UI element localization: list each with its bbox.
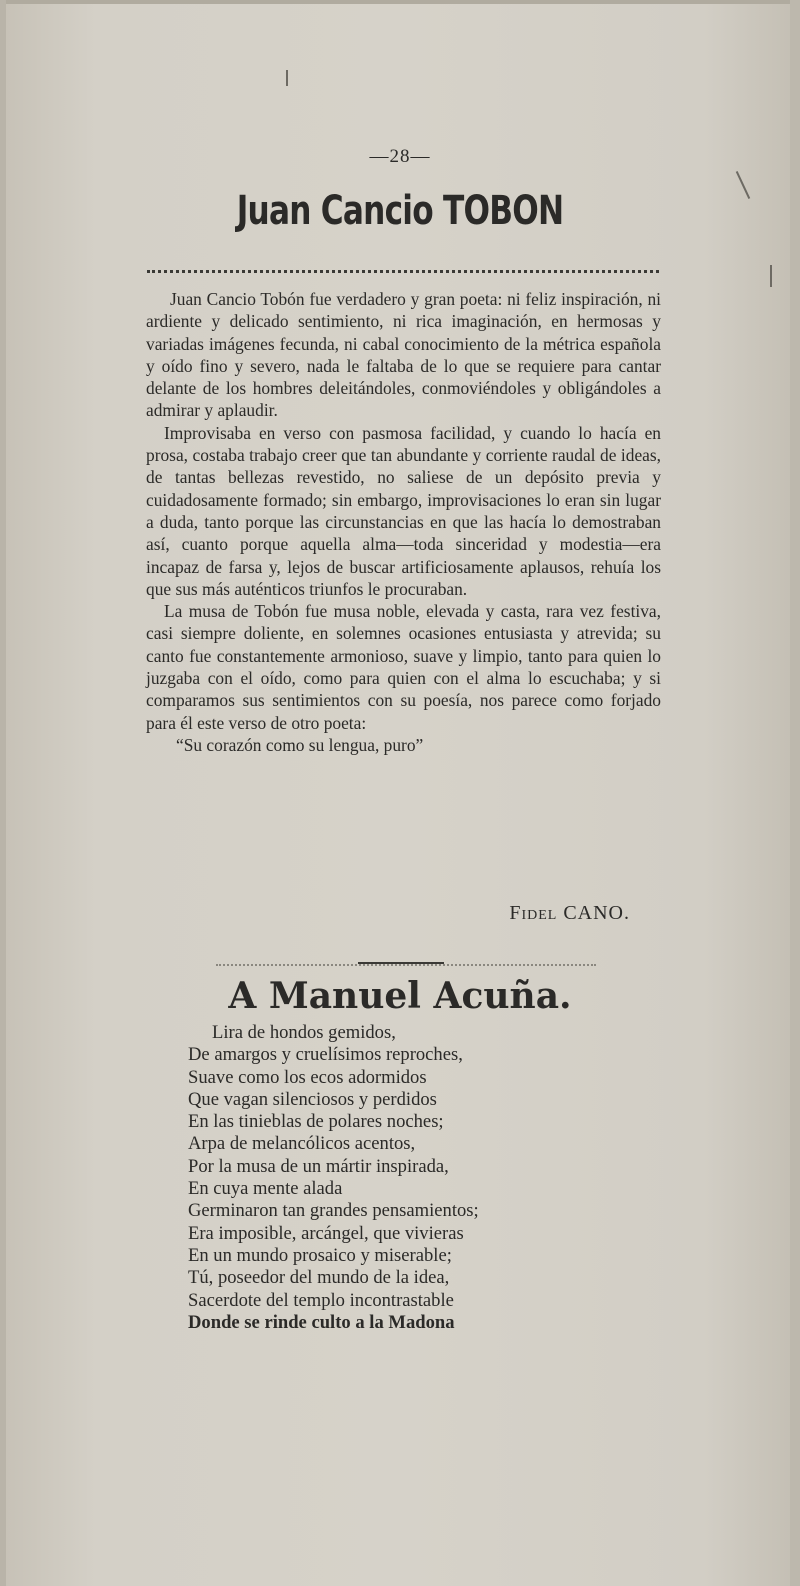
author-signature: Fidel CANO. <box>509 902 630 924</box>
section-divider <box>216 964 596 966</box>
page-top-edge <box>0 0 800 4</box>
page-right-edge <box>790 0 800 1586</box>
poem-line: En un mundo prosaico y miserable; <box>188 1244 452 1266</box>
print-speck <box>770 265 772 287</box>
poem-line: Suave como los ecos adormidos <box>188 1066 427 1088</box>
article-paragraph: Improvisaba en verso con pasmosa facilidad, y cuando lo hacía en prosa, costaba trabajo creer que tan abundante y corriente raudal de ideas, de tantas bellezas revestido, no saliese de un depósito previa y cuidadosamente formado; sin embargo, improvisaciones lo eran sin lugar a duda, tanto porque las circunstancias en que las hacía lo demostraban así, cuanto porque aquella alma—toda sinceridad y modestia—era incapaz de farsa y, lejos de buscar artificiosamente aplausos, rehuía los que sus más auténticos triunfos le procuraban. <box>146 422 661 599</box>
dotted-rule <box>147 270 659 283</box>
page-number: —28— <box>369 146 431 167</box>
page-left-edge <box>0 0 6 1586</box>
article-title: Juan Cancio TOBON <box>236 188 564 234</box>
print-speck <box>286 70 288 86</box>
poem-line: De amargos y cruelísimos reproches, <box>188 1044 463 1066</box>
poem-line: Germinaron tan grandes pensamientos; <box>188 1200 479 1222</box>
poem-line: Era imposible, arcángel, que vivieras <box>188 1222 464 1244</box>
poem-body <box>188 1022 588 1334</box>
article-paragraph: La musa de Tobón fue musa noble, elevada y casta, rara vez festiva, casi siempre doliente, en solemnes ocasiones entusiasta y atrevida; su canto fue constantemente armonioso, suave y limpio, tanto para quien lo juzgaba con el oído, como para quien con el alma lo escuchaba; y si comparamos sus sentimientos con su poesía, nos parece como forjado para él este verso de otro poeta: <box>146 601 661 733</box>
article-paragraph: Juan Cancio Tobón fue verdadero y gran poeta: ni feliz inspiración, ni ardiente y delicado sentimiento, ni rica imaginación, en hermosas y variadas imágenes fecunda, ni cabal conocimiento de la métrica española y oído fino y severo, nada le faltaba de lo que se requiere para cantar delante de los hombres deleitándoles, conmoviéndoles y obligándoles a admirar y aplaudir. <box>146 289 661 421</box>
section-divider-rule <box>358 962 444 964</box>
print-speck <box>736 171 750 199</box>
poem-line: Arpa de melancólicos acentos, <box>188 1133 416 1155</box>
poem-line: Tú, poseedor del mundo de la idea, <box>188 1267 450 1289</box>
poem-title: A Manuel Acuña. <box>228 975 572 1017</box>
poem-line: Sacerdote del templo incontrastable <box>188 1289 454 1311</box>
poem-line: Lira de hondos gemidos, <box>212 1022 396 1043</box>
poem-line: En las tinieblas de polares noches; <box>188 1111 444 1133</box>
poem-line: En cuya mente alada <box>188 1178 343 1200</box>
poem-line: Donde se rinde culto a la Madona <box>188 1311 455 1333</box>
quoted-verse: “Su corazón como su lengua, puro” <box>176 734 424 755</box>
poem-line: Que vagan silenciosos y perdidos <box>188 1088 437 1110</box>
poem-line: Por la musa de un mártir inspirada, <box>188 1155 449 1177</box>
article-body <box>146 288 661 756</box>
